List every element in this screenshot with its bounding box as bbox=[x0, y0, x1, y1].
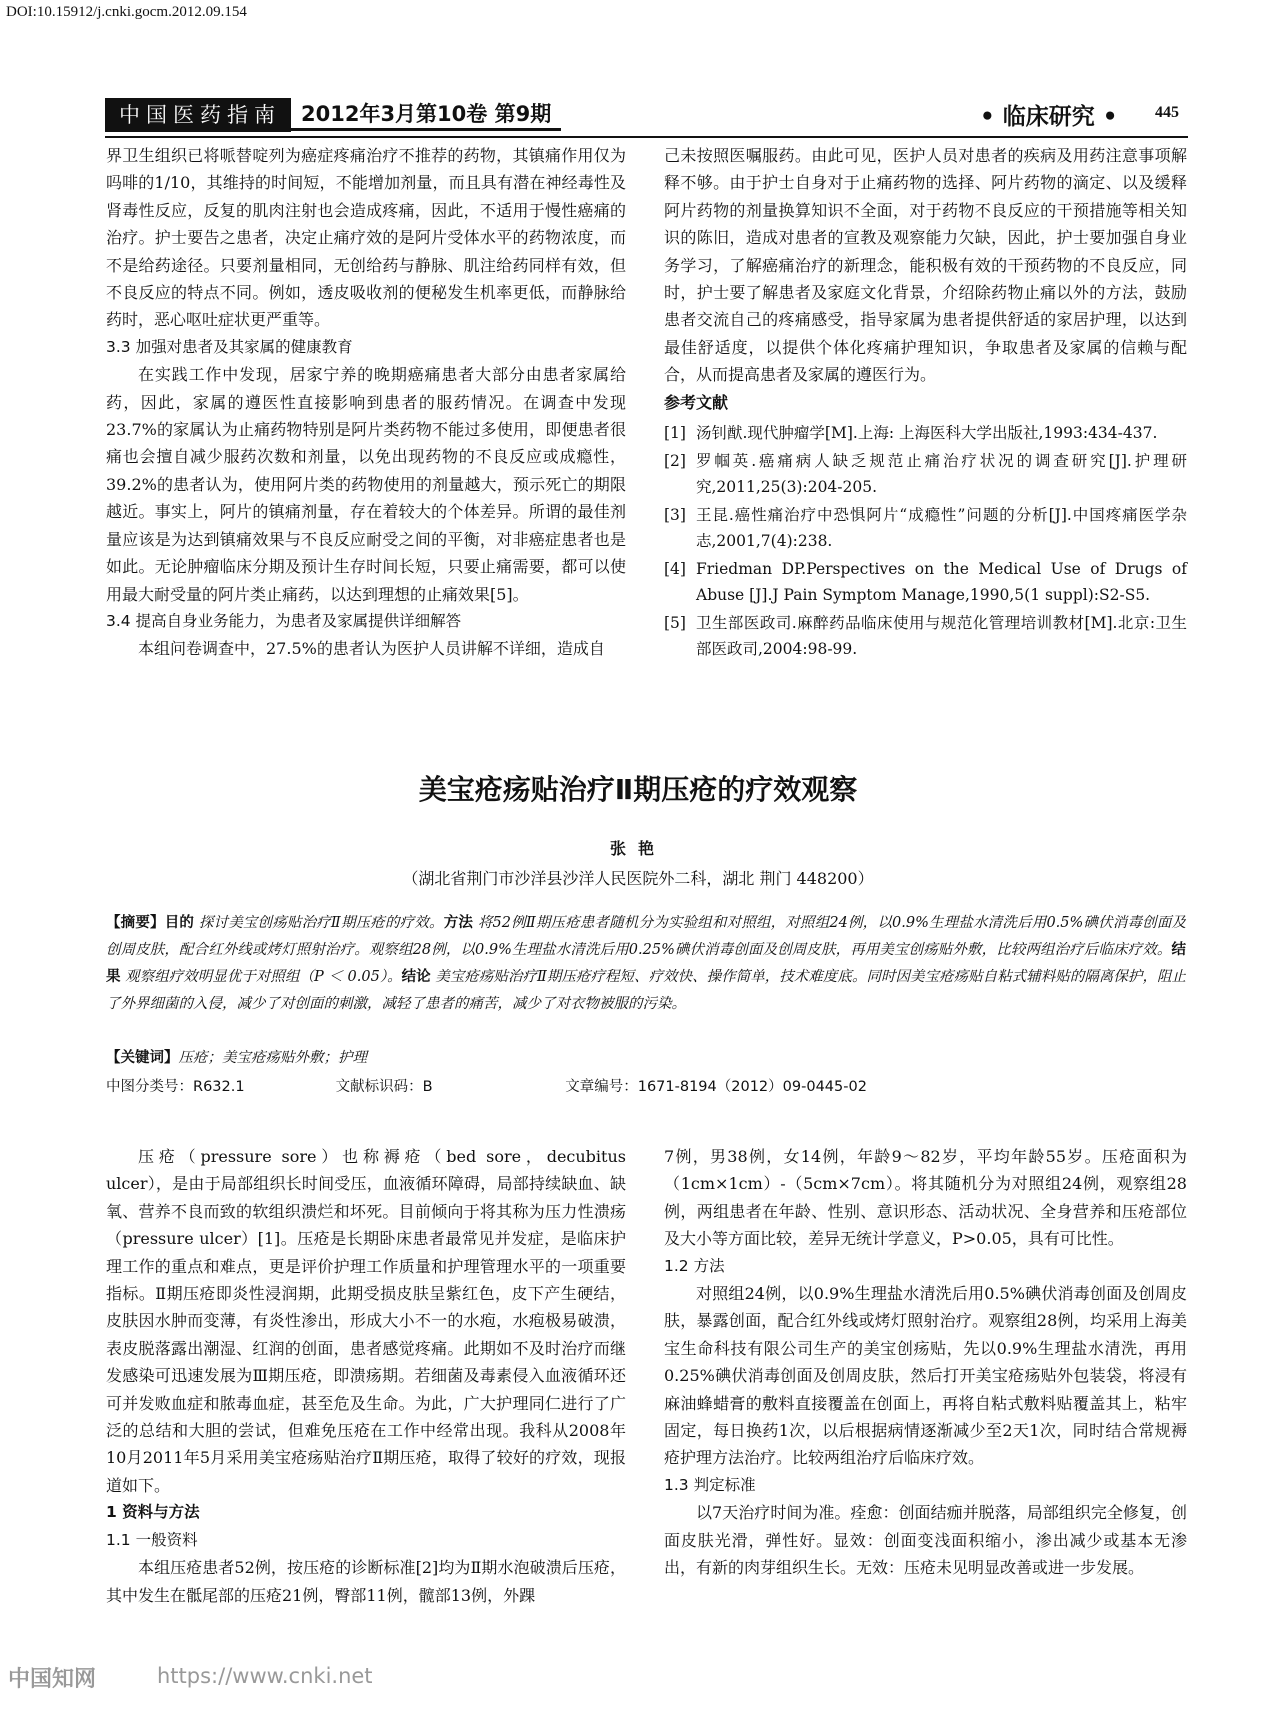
reference-list bbox=[664, 420, 1187, 662]
header-rule bbox=[105, 136, 1188, 138]
abstract-part-label: 结论 bbox=[401, 969, 431, 985]
reference-text: Friedman DP.Perspectives on the Medical Use of Drugs of Abuse [J].J Pain Symptom Manage,1990,5(1 suppl):S2-S5. bbox=[696, 560, 1187, 605]
section-heading: 3.3 加强对患者及其家属的健康教育 bbox=[106, 337, 353, 356]
abstract-part-label: 目的 bbox=[164, 915, 195, 931]
reference-text: 罗帼英.癌痛病人缺乏规范止痛治疗状况的调查研究[J].护理研究,2011,25(3):204-205. bbox=[696, 452, 1187, 497]
prev-article-left-column bbox=[106, 142, 626, 663]
reference-number: [3] bbox=[664, 506, 686, 525]
body-paragraph: 在实践工作中发现，居家宁养的晚期癌痛患者大部分由患者家属给药，因此，家属的遵医性直接影响到患者的服药情况。在调查中发现23.7%的家属认为止痛药物特别是阿片类药物不能过多使用，即便患者很痛也会擅自减少服药次数和剂量，以免出现药物的不良反应或成瘾性，39.2%的患者认为，使用阿片类的药物使用的剂量越大，预示死亡的期限越近。事实上，阿片的镇痛剂量，存在着较大的个体差异。所谓的最佳剂量应该是为达到镇痛效果与不良反应耐受之间的平衡，对非癌症患者也是如此。无论肿瘤临床分期及预计生存时间长短，只要止痛需要，都可以使用最大耐受量的阿片类止痛药，以达到理想的止痛效果[5]。 bbox=[106, 365, 626, 604]
reference-item bbox=[664, 420, 1187, 446]
section-heading: 1.1 一般资料 bbox=[106, 1530, 198, 1549]
section-heading: 1.2 方法 bbox=[664, 1256, 725, 1275]
reference-item bbox=[664, 448, 1187, 500]
references-heading: 参考文献 bbox=[664, 392, 729, 412]
abstract-part-text: 美宝疮疡贴治疗Ⅱ期压疮疗程短、疗效快、操作简单，技术难度底。同时因美宝疮疡贴自粘式辅料贴的隔离保护，阻止了外界细菌的入侵，减少了对创面的刺激，减轻了患者的痛苦，减少了对衣物被服的污染。 bbox=[106, 969, 1187, 1012]
author-affiliation: （湖北省荆门市沙洋县沙洋人民医院外二科，湖北 荆门 448200） bbox=[402, 869, 874, 888]
body-paragraph: 界卫生组织已将哌替啶列为癌症疼痛治疗不推荐的药物，其镇痛作用仅为吗啡的1/10，其维持的时间短，不能增加剂量，而且具有潜在神经毒性及肾毒性反应，反复的肌肉注射也会造成疼痛，因此，不适用于慢性癌痛的治疗。护士要告之患者，决定止痛疗效的是阿片受体水平的药物浓度，而不是给药途径。只要剂量相同，无创给药与静脉、肌注给药同样有效，但不良反应的特点不同。例如，透皮吸收剂的便秘发生机率更低，而静脉给药时，恶心呕吐症状更严重等。 bbox=[106, 146, 626, 330]
reference-number: [1] bbox=[664, 424, 686, 443]
section-heading: 3.4 提高自身业务能力，为患者及家属提供详细解答 bbox=[106, 611, 462, 630]
reference-number: [4] bbox=[664, 560, 686, 579]
abstract-part-text: 探讨美宝创疡贴治疗Ⅱ期压疮的疗效。 bbox=[194, 915, 444, 931]
reference-item bbox=[664, 556, 1187, 608]
keywords-label: 【关键词】 bbox=[106, 1050, 179, 1066]
prev-article-right-column bbox=[664, 142, 1187, 664]
body-paragraph: 以7天治疗时间为准。痊愈：创面结痂并脱落，局部组织完全修复，创面皮肤光滑，弹性好。显效：创面变浅面积缩小，渗出减少或基本无渗出，有新的肉芽组织生长。无效：压疮未见明显改善或进一步发展。 bbox=[664, 1503, 1187, 1578]
issue-info: 2012年3月第10卷 第9期 bbox=[291, 100, 561, 131]
section-heading: 1 资料与方法 bbox=[106, 1503, 200, 1522]
reference-number: [2] bbox=[664, 452, 686, 471]
abstract bbox=[106, 910, 1186, 1018]
article-title: 美宝疮疡贴治疗Ⅱ期压疮的疗效观察 bbox=[418, 773, 858, 806]
keywords-text: 压疮；美宝疮疡贴外敷；护理 bbox=[178, 1050, 367, 1066]
body-paragraph: 本组问卷调查中，27.5%的患者认为医护人员讲解不详细，造成自 bbox=[138, 639, 605, 659]
article-author: 张艳 bbox=[609, 839, 666, 858]
abstract-part-label: 方法 bbox=[443, 915, 474, 931]
body-paragraph: 对照组24例，以0.9%生理盐水清洗后用0.5%碘伏消毒创面及创周皮肤，暴露创面，配合红外线或烤灯照射治疗。观察组28例，均采用上海美宝生命科技有限公司生产的美宝创疡贴，先以0.9%生理盐水清洗，再用0.25%碘伏消毒创面及创周皮肤，然后打开美宝疮疡贴外包装袋，将浸有麻油蜂蜡膏的敷料直接覆盖在创面上，再将自粘式敷料贴覆盖其上，粘牢固定，每日换药1次，以后根据病情逐渐减少至2天1次，同时结合常规褥疮护理方法治疗。比较两组治疗后临床疗效。 bbox=[664, 1284, 1187, 1468]
body-paragraph: 本组压疮患者52例，按压疮的诊断标准[2]均为Ⅱ期水泡破溃后压疮，其中发生在骶尾部的压疮21例，臀部11例，髋部13例，外踝 bbox=[106, 1558, 626, 1605]
journal-name: 中国医药指南 bbox=[105, 98, 291, 132]
page-number: 445 bbox=[1155, 104, 1179, 121]
body-paragraph: 己未按照医嘱服药。由此可见，医护人员对患者的疾病及用药注意事项解释不够。由于护士自身对于止痛药物的选择、阿片药物的滴定、以及缓释阿片药物的剂量换算知识不全面，对于药物不良反应的干预措施等相关知识的陈旧，造成对患者的宣教及观察能力欠缺，因此，护士要加强自身业务学习，了解癌痛治疗的新理念，能积极有效的干预药物的不良反应，同时，护士要了解患者及家庭文化背景，介绍除药物止痛以外的方法，鼓励患者交流自己的疼痛感受，指导家属为患者提供舒适的家居护理，以达到最佳舒适度，以提供个体化疼痛护理知识，争取患者及家属的信赖与配合，从而提高患者及家属的遵医行为。 bbox=[664, 146, 1187, 385]
abstract-part-text: 将52例Ⅱ期压疮患者随机分为实验组和对照组，对照组24例，以0.9%生理盐水清洗后用0.5%碘伏消毒创面及创周皮肤，配合红外线或烤灯照射治疗。观察组28例，以0.9%生理盐水清洗后用0.25%碘伏消毒创面及创周皮肤，再用美宝创疡贴外敷，比较两组治疗后临床疗效。 bbox=[106, 915, 1187, 958]
reference-text: 汤钊猷.现代肿瘤学[M].上海: 上海医科大学出版社,1993:434-437. bbox=[696, 424, 1158, 443]
classification-line bbox=[106, 1075, 1186, 1096]
keywords bbox=[106, 1046, 1186, 1067]
reference-item bbox=[664, 502, 1187, 554]
reference-text: 王昆.癌性痛治疗中恐惧阿片“成瘾性”问题的分析[J].中国疼痛医学杂志,2001,7(4):238. bbox=[696, 506, 1187, 551]
clc-number: 中图分类号：R632.1 bbox=[106, 1079, 245, 1095]
journal-masthead bbox=[105, 98, 561, 132]
article-number: 文章编号：1671-8194（2012）09-0445-02 bbox=[565, 1079, 867, 1095]
article-right-column bbox=[664, 1143, 1187, 1582]
cnki-url[interactable]: https://www.cnki.net bbox=[157, 1664, 373, 1688]
body-paragraph: 7例，男38例，女14例，年龄9～82岁，平均年龄55岁。压疮面积为（1cm×1cm）-（5cm×7cm）。将其随机分为对照组24例，观察组28例，两组患者在年龄、性别、意识形态、活动状况、全身营养和压疮部位及大小等方面比较，差异无统计学意义，P>0.05，具有可比性。 bbox=[664, 1147, 1187, 1249]
document-code: 文献标识码：B bbox=[335, 1079, 433, 1095]
doi-line: DOI:10.15912/j.cnki.gocm.2012.09.154 bbox=[6, 4, 247, 20]
body-paragraph: 压疮（pressure sore）也称褥疮（bed sore，decubitus ulcer），是由于局部组织长时间受压，血液循环障碍，局部持续缺血、缺氧、营养不良而致的软组织溃烂和坏死。目前倾向于将其称为压力性溃疡（pressure ulcer）[1]。压疮是长期卧床患者最常见并发症，是临床护理工作的重点和难点，更是评价护理工作质量和护理管理水平的一项重要指标。Ⅱ期压疮即炎性浸润期，此期受损皮肤呈紫红色，皮下产生硬结，皮肤因水肿而变薄，有炎性渗出，形成大小不一的水疱，水疱极易破溃，表皮脱落露出潮湿、红润的创面，患者感觉疼痛。此期如不及时治疗而继发感染可迅速发展为Ⅲ期压疮，即溃疡期。若细菌及毒素侵入血液循环还可并发败血症和脓毒血症，甚至危及生命。为此，广大护理同仁进行了广泛的总结和大胆的尝试，但难免压疮在工作中经常出现。我科从2008年10月2011年5月采用美宝疮疡贴治疗Ⅱ期压疮，取得了较好的疗效，现报道如下。 bbox=[106, 1147, 626, 1495]
article-left-column bbox=[106, 1143, 626, 1609]
abstract-part-label: 结果 bbox=[106, 942, 1186, 985]
reference-item bbox=[664, 610, 1187, 662]
reference-text: 卫生部医政司.麻醉药品临床使用与规范化管理培训教材[M].北京:卫生部医政司,2004:98-99. bbox=[696, 614, 1187, 659]
section-label: • 临床研究 • bbox=[980, 104, 1118, 130]
section-heading: 1.3 判定标准 bbox=[664, 1475, 756, 1494]
abstract-label: 【摘要】 bbox=[106, 915, 165, 931]
abstract-part-text: 观察组疗效明显优于对照组（P ＜ 0.05）。 bbox=[120, 969, 402, 985]
cnki-logo: 中国知网 bbox=[8, 1667, 97, 1692]
reference-number: [5] bbox=[664, 614, 686, 633]
